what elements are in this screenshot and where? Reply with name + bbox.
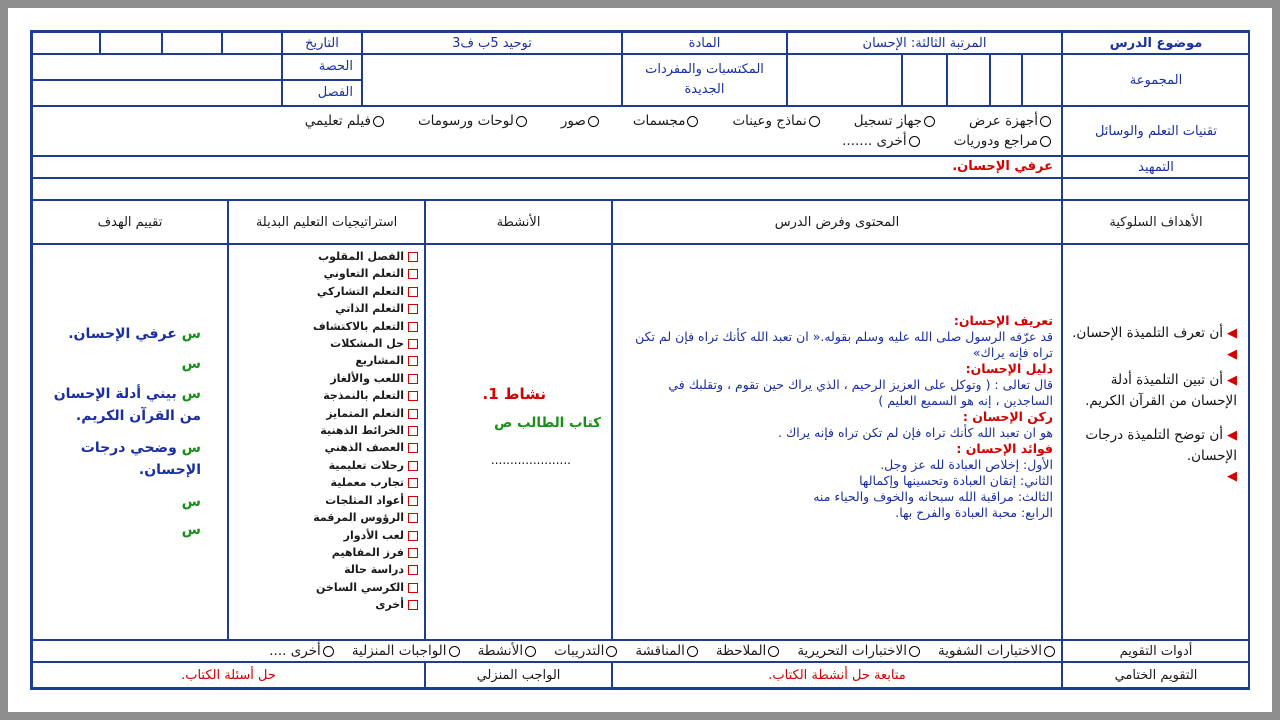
- strategy-item[interactable]: فرز المفاهيم: [229, 544, 418, 561]
- strategy-item[interactable]: أخرى: [229, 596, 418, 613]
- tools-label: تقنيات التعلم والوسائل: [1062, 106, 1250, 156]
- radio-circle-icon[interactable]: [909, 136, 920, 147]
- goals-cell: [1062, 244, 1250, 640]
- assessment-option[interactable]: الأنشطة: [478, 641, 537, 661]
- benefit-item: الثاني: إتقان العبادة وتحسينها وإكمالها: [859, 473, 1053, 488]
- homework-value: حل أسئلة الكتاب.: [32, 662, 425, 688]
- tool-option[interactable]: فيلم تعليمي: [305, 111, 384, 131]
- tool-option[interactable]: مجسمات: [633, 111, 699, 131]
- checkbox-icon[interactable]: [408, 304, 418, 314]
- book-reference: كتاب الطالب ص: [494, 415, 601, 431]
- pillar-text: هو ان تعبد الله كأنك تراه فإن لم تكن تراه فإنه يراك .: [778, 425, 1053, 440]
- tool-option[interactable]: صور: [561, 111, 599, 131]
- checkbox-icon[interactable]: [408, 565, 418, 575]
- radio-circle-icon[interactable]: [323, 646, 334, 657]
- evaluation-item: س: [181, 356, 201, 372]
- assessment-option[interactable]: الاختبارات الشفوية: [938, 641, 1055, 661]
- tool-option[interactable]: جهاز تسجيل: [854, 111, 935, 131]
- content-cell: [612, 244, 1062, 640]
- checkbox-icon[interactable]: [408, 531, 418, 541]
- strategies-cell: [228, 244, 425, 640]
- assessment-option[interactable]: الاختبارات التحريرية: [797, 641, 920, 661]
- strategy-item[interactable]: الرؤوس المرقمة: [229, 509, 418, 526]
- subject-field-label: المادة: [622, 32, 787, 54]
- strategy-item[interactable]: التعلم بالاكتشاف: [229, 318, 418, 335]
- goal-item: ◀أن تعرف التلميذة الإحسان.: [1072, 325, 1237, 341]
- radio-circle-icon[interactable]: [1040, 116, 1051, 127]
- date-cell[interactable]: [100, 32, 162, 54]
- checkbox-icon[interactable]: [408, 443, 418, 453]
- radio-circle-icon[interactable]: [1040, 136, 1051, 147]
- tools-row-2: [33, 131, 1051, 151]
- strategies-header: استراتيجيات التعليم البديلة: [228, 200, 425, 244]
- evidence-text: قال تعالى : ( وتوكل على العزيز الرحيم ، الذي يراك حين تقوم ، وتقلبك في الساجدين ، إنه هو السميع العليم ): [668, 377, 1053, 408]
- goal-item: ◀أن توضح التلميذة درجات الإحسان.: [1085, 427, 1237, 464]
- evaluation-item: س: [181, 522, 201, 538]
- vocab-cell[interactable]: [362, 54, 622, 106]
- checkbox-icon[interactable]: [408, 548, 418, 558]
- checkbox-icon[interactable]: [408, 252, 418, 262]
- intro-label: التمهيد: [1062, 156, 1250, 178]
- radio-circle-icon[interactable]: [373, 116, 384, 127]
- radio-circle-icon[interactable]: [606, 646, 617, 657]
- strategy-item[interactable]: المشاريع: [229, 352, 418, 369]
- strategy-item[interactable]: الكرسي الساخن: [229, 579, 418, 596]
- triangle-bullet-icon: ◀: [1227, 326, 1237, 341]
- group-cell[interactable]: [787, 54, 902, 106]
- goal-item: ◀أن تبين التلميذة أدلة الإحسان من القرآن الكريم.: [1085, 372, 1237, 409]
- tools-row-1: [33, 111, 1051, 131]
- checkbox-icon[interactable]: [408, 426, 418, 436]
- strategies-list: [229, 248, 424, 614]
- radio-circle-icon[interactable]: [687, 646, 698, 657]
- tool-option[interactable]: مراجع ودوريات: [954, 131, 1051, 151]
- radio-circle-icon[interactable]: [588, 116, 599, 127]
- checkbox-icon[interactable]: [408, 496, 418, 506]
- group-cell[interactable]: [902, 54, 947, 106]
- checkbox-icon[interactable]: [408, 322, 418, 332]
- strategy-item[interactable]: الخرائط الذهنية: [229, 422, 418, 439]
- group-cell[interactable]: [990, 54, 1022, 106]
- assessment-option[interactable]: أخرى ....: [269, 641, 334, 661]
- date-cell[interactable]: [162, 32, 222, 54]
- strategy-item[interactable]: حل المشكلات: [229, 335, 418, 352]
- assessment-option[interactable]: الواجبات المنزلية: [352, 641, 460, 661]
- strategy-item[interactable]: رحلات تعليمية: [229, 457, 418, 474]
- triangle-bullet-icon: ◀: [1227, 347, 1237, 362]
- radio-circle-icon[interactable]: [1044, 646, 1055, 657]
- checkbox-icon[interactable]: [408, 339, 418, 349]
- radio-circle-icon[interactable]: [768, 646, 779, 657]
- evaluation-cell: [32, 244, 228, 640]
- evaluation-item: س وضحي درجات الإحسان.: [80, 440, 201, 478]
- period-cell[interactable]: [32, 54, 282, 80]
- assessment-option[interactable]: المناقشة: [635, 641, 698, 661]
- definition-text: قد عرّفه الرسول صلى الله عليه وسلم بقوله.« ان تعبد الله كأنك تراه فإن لم تكن تراه فإنه يراك»: [635, 329, 1053, 360]
- radio-circle-icon[interactable]: [525, 646, 536, 657]
- checkbox-icon[interactable]: [408, 269, 418, 279]
- triangle-bullet-icon: ◀: [1227, 469, 1237, 484]
- assessment-option[interactable]: الملاحظة: [716, 641, 779, 661]
- assessment-options: [32, 640, 1062, 662]
- checkbox-icon[interactable]: [408, 356, 418, 366]
- checkbox-icon[interactable]: [408, 409, 418, 419]
- benefit-item: الأول: إخلاص العبادة لله عز وجل.: [880, 457, 1053, 472]
- strategy-item[interactable]: تجارب معملية: [229, 474, 418, 491]
- goal-item: [1063, 344, 1249, 370]
- strategy-item[interactable]: أعواد المثلجات: [229, 492, 418, 509]
- closing-label: التقويم الختامي: [1062, 662, 1250, 688]
- subject-label: موضوع الدرس: [1062, 32, 1250, 54]
- goals-header: الأهداف السلوكية: [1062, 200, 1250, 244]
- checkbox-icon[interactable]: [408, 287, 418, 297]
- content-header: المحتوى وفرض الدرس: [612, 200, 1062, 244]
- activities-cell: [425, 244, 612, 640]
- pillar-title: ركن الإحسان :: [962, 409, 1053, 424]
- radio-circle-icon[interactable]: [909, 646, 920, 657]
- activities-header: الأنشطة: [425, 200, 612, 244]
- radio-circle-icon[interactable]: [809, 116, 820, 127]
- strategy-item[interactable]: التعلم التشاركي: [229, 283, 418, 300]
- date-cell[interactable]: [32, 32, 100, 54]
- subject-value: توحيد 5ب ف3: [362, 32, 622, 54]
- benefit-item: الثالث: مراقبة الله سبحانه والخوف والحياء منه: [813, 489, 1053, 504]
- activity-dots: .....................: [490, 453, 571, 467]
- tool-option[interactable]: أخرى .......: [842, 131, 919, 151]
- activity-label: نشاط 1.: [482, 385, 546, 403]
- strategy-item[interactable]: لعب الأدوار: [229, 527, 418, 544]
- strategy-item[interactable]: التعلم المتمايز: [229, 405, 418, 422]
- group-label: المجموعة: [1062, 54, 1250, 106]
- checkbox-icon[interactable]: [408, 583, 418, 593]
- vocab-label: المكتسبات والمفردات الجديدة: [622, 54, 787, 106]
- evaluation-item: س عرفي الإحسان.: [68, 326, 201, 342]
- assessment-label: أدوات التقويم: [1062, 640, 1250, 662]
- strategy-item[interactable]: التعلم التعاوني: [229, 265, 418, 282]
- group-cell[interactable]: [947, 54, 990, 106]
- page-frame: [8, 8, 1272, 712]
- spacer-cell: [32, 178, 1062, 200]
- goal-item: [1063, 466, 1249, 487]
- strategy-item[interactable]: التعلم الذاتي: [229, 300, 418, 317]
- checkbox-icon[interactable]: [408, 478, 418, 488]
- checkbox-icon[interactable]: [408, 374, 418, 384]
- definition-title: تعريف الإحسان:: [953, 313, 1053, 328]
- class-cell[interactable]: [32, 80, 282, 106]
- tool-option[interactable]: نماذج وعينات: [732, 111, 819, 131]
- tools-options: [32, 106, 1062, 156]
- triangle-bullet-icon: ◀: [1227, 428, 1237, 443]
- group-cell[interactable]: [1022, 54, 1062, 106]
- radio-circle-icon[interactable]: [687, 116, 698, 127]
- intro-value: عرفي الإحسان.: [32, 156, 1062, 178]
- triangle-bullet-icon: ◀: [1227, 373, 1237, 388]
- strategy-item[interactable]: اللعب والألغاز: [229, 370, 418, 387]
- strategy-item[interactable]: دراسة حالة: [229, 561, 418, 578]
- benefits-title: فوائد الإحسان :: [956, 441, 1053, 456]
- strategy-item[interactable]: العصف الذهني: [229, 439, 418, 456]
- date-cell[interactable]: [222, 32, 282, 54]
- spacer-cell: [1062, 178, 1250, 200]
- class-label: الفصل: [282, 80, 362, 106]
- radio-circle-icon[interactable]: [924, 116, 935, 127]
- checkbox-icon[interactable]: [408, 461, 418, 471]
- evaluation-item: س بيني أدلة الإحسان من القرآن الكريم.: [53, 386, 201, 424]
- strategy-item[interactable]: التعلم بالنمذجة: [229, 387, 418, 404]
- tool-option[interactable]: لوحات ورسومات: [418, 111, 527, 131]
- closing-value: متابعة حل أنشطة الكتاب.: [612, 662, 1062, 688]
- checkbox-icon[interactable]: [408, 600, 418, 610]
- period-label: الحصة: [282, 54, 362, 80]
- tool-option[interactable]: أجهزة عرض: [969, 111, 1051, 131]
- rank-title: المرتبة الثالثة: الإحسان: [787, 32, 1062, 54]
- evaluation-item: س: [181, 494, 201, 510]
- checkbox-icon[interactable]: [408, 513, 418, 523]
- benefit-item: الرابع: محبة العبادة والفرح بها.: [895, 505, 1053, 520]
- radio-circle-icon[interactable]: [449, 646, 460, 657]
- evidence-title: دليل الإحسان:: [965, 361, 1053, 376]
- evaluation-header: تقييم الهدف: [32, 200, 228, 244]
- radio-circle-icon[interactable]: [516, 116, 527, 127]
- lesson-plan-table: [30, 30, 1250, 690]
- assessment-option[interactable]: التدريبات: [554, 641, 617, 661]
- homework-label: الواجب المنزلي: [425, 662, 612, 688]
- checkbox-icon[interactable]: [408, 391, 418, 401]
- date-label: التاريخ: [282, 32, 362, 54]
- strategy-item[interactable]: الفصل المقلوب: [229, 248, 418, 265]
